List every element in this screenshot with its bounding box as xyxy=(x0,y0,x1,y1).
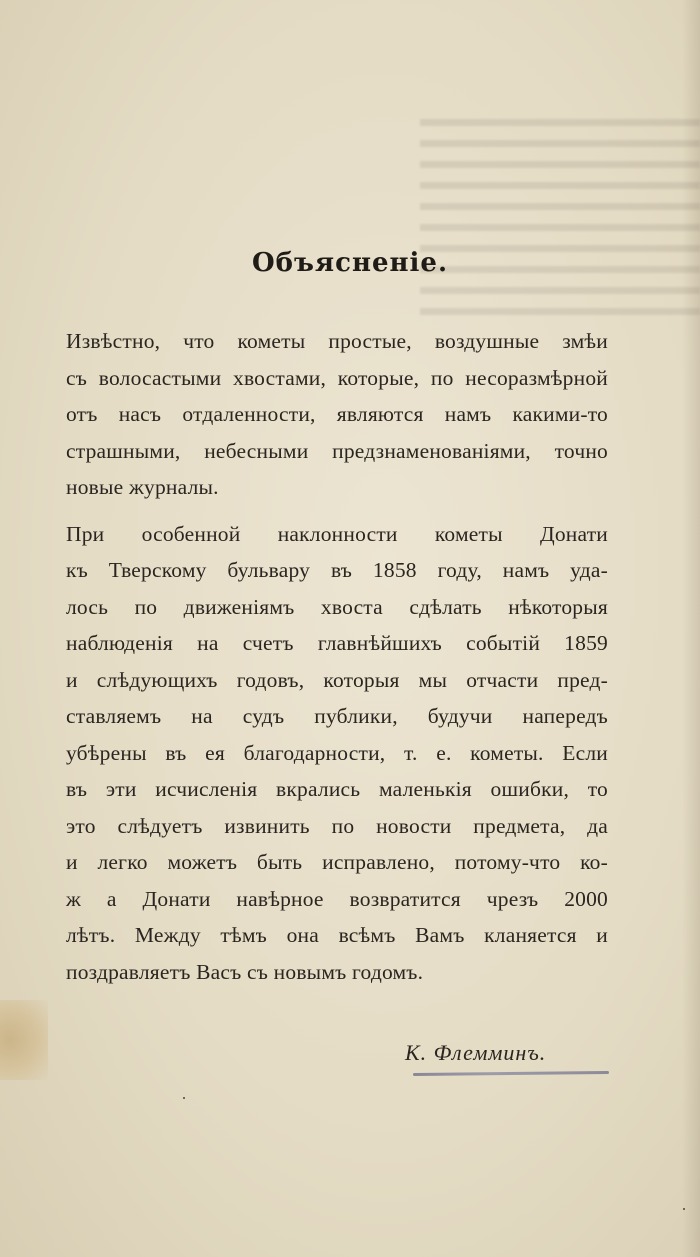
text-line: наблюденія на счетъ главнѣйшихъ событій 1859 xyxy=(66,631,608,655)
paragraph-2 xyxy=(66,516,608,991)
text-line: отъ насъ отдаленности, являются намъ какими-то xyxy=(66,402,608,426)
text-line: лѣтъ. Между тѣмъ она всѣмъ Вамъ кланяется и xyxy=(66,923,608,947)
text-line: ставляемъ на судъ публики, будучи напередъ xyxy=(66,704,608,728)
text-line: это слѣдуетъ извинить по новости предмета, да xyxy=(66,813,608,838)
text-line: къ Тверскому бульвару въ 1858 году, намъ уда- xyxy=(66,558,608,582)
text-line: новые журналы. xyxy=(66,475,219,499)
paper-stain xyxy=(0,1000,48,1080)
signature: К. Флемминъ. xyxy=(405,1040,547,1065)
text-line: и легко можетъ быть исправлено, потому-что ко- xyxy=(66,850,608,874)
paper-speck xyxy=(683,1208,685,1210)
text-line: и слѣдующихъ годовъ, которыя мы отчасти пред- xyxy=(66,667,608,692)
text-line: ж а Донати навѣрное возвратится чрезъ 2000 xyxy=(66,886,608,911)
text-line: въ эти исчисленія вкрались маленькія ошибки, то xyxy=(66,777,608,801)
page-title: Объясненіе. xyxy=(251,248,449,278)
show-through-text xyxy=(420,105,700,325)
paragraph-1 xyxy=(66,323,608,506)
body-text xyxy=(66,323,608,990)
paper-speck xyxy=(183,1097,185,1099)
signature-underline xyxy=(413,1071,609,1076)
text-line: лось по движеніямъ хвоста сдѣлать нѣкоторыя xyxy=(66,594,608,619)
text-line: съ волосастыми хвостами, которые, по несоразмѣрной xyxy=(66,365,608,390)
page-edge-shadow xyxy=(682,0,700,1257)
text-line: убѣрены въ ея благодарности, т. е. кометы. Если xyxy=(66,740,608,765)
text-line: При особенной наклонности кометы Донати xyxy=(66,521,608,546)
text-line: Извѣстно, что кометы простые, воздушные змѣи xyxy=(66,329,608,353)
text-line: страшными, небесными предзнаменованіями, точно xyxy=(66,438,608,463)
text-line: поздравляетъ Васъ съ новымъ годомъ. xyxy=(66,959,424,984)
